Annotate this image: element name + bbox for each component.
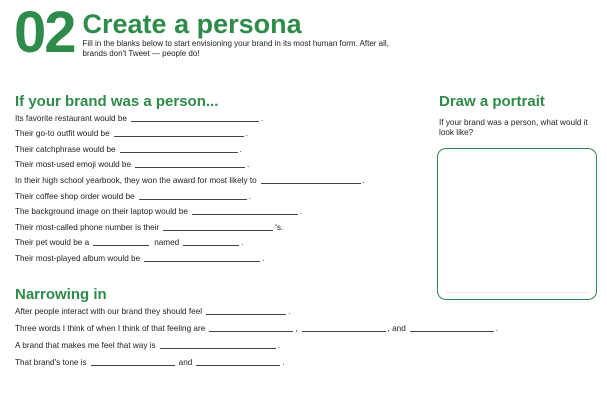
narrowing-heading: Narrowing in [15,286,107,303]
narrowing-questions [15,299,498,367]
question-sep: , and [387,324,406,333]
question-text: Their catchphrase would be [15,144,116,154]
question-end: . [495,324,499,333]
question-brand [15,333,498,350]
portrait-description: If your brand was a person, what would it look like? [439,118,588,137]
question-text: Three words I think of when I think of that feeling are [15,324,206,333]
question-restaurant [15,107,365,123]
blank-field[interactable] [135,166,245,168]
blank-field[interactable] [93,244,149,246]
question-text: Their coffee shop order would be [15,191,135,201]
blank-field[interactable] [261,182,361,184]
question-text: Their pet would be a [15,238,90,248]
question-end: . [299,207,303,217]
question-text: Their most-played album would be [15,253,141,263]
blank-field[interactable] [209,330,293,332]
question-coffee [15,185,365,201]
question-text: In their high school yearbook, they won the award for most likely to [15,175,257,185]
portrait-baseline [446,292,588,293]
blank-field[interactable] [410,330,494,332]
question-emoji [15,154,365,170]
blank-field[interactable] [196,364,280,366]
question-text: Their most-used emoji would be [15,160,132,170]
blank-field[interactable] [139,198,247,200]
blank-field[interactable] [120,151,238,153]
question-end: . [260,113,264,123]
blank-field[interactable] [91,364,175,366]
question-mid: named [154,238,180,248]
question-end: . [262,253,265,263]
question-end: 's. [275,222,284,232]
question-end: . [288,307,291,316]
question-text: After people interact with our brand they should feel [15,307,203,316]
portrait-heading: Draw a portrait [439,93,545,110]
blank-field[interactable] [302,330,386,332]
question-end: . [241,238,244,248]
person-questions [15,107,365,263]
blank-field[interactable] [192,213,298,215]
question-outfit [15,123,365,139]
question-end: . [247,160,250,170]
question-text: That brand's tone is [15,358,87,367]
question-text: Their go-to outfit would be [15,129,110,139]
section-number: 02 [14,0,75,65]
page-header [14,0,413,65]
portrait-drawing-area[interactable] [437,148,597,300]
question-end: . [248,191,251,201]
page-title: Create a persona [82,9,302,39]
question-mid: and [178,358,193,367]
person-heading: If your brand was a person... [15,93,219,110]
question-pet [15,232,365,248]
question-three-words [15,316,498,333]
blank-field[interactable] [114,135,244,137]
blank-field[interactable] [206,313,286,315]
intro-text: Fill in the blanks below to start envisioning your brand in its most human form. After all, brands don't Tweet — people do! [82,39,389,58]
question-album [15,247,365,263]
question-text: The background image on their laptop would be [15,207,188,217]
question-phone [15,216,365,232]
question-end: . [362,175,365,185]
blank-field[interactable] [163,229,273,231]
question-end: . [277,341,280,350]
blank-field[interactable] [160,347,276,349]
question-end: . [245,129,248,139]
question-sep: , [295,324,298,333]
question-tone [15,350,498,367]
question-text: Their most-called phone number is their [15,222,160,232]
title-block [83,10,413,59]
question-catchphrase [15,138,365,154]
question-laptop [15,201,365,217]
blank-field[interactable] [144,260,260,262]
question-end: . [239,144,242,154]
blank-field[interactable] [131,120,259,122]
blank-field[interactable] [183,244,239,246]
question-feel [15,299,498,316]
question-text: A brand that makes me feel that way is [15,341,156,350]
question-text: Its favorite restaurant would be [15,113,127,123]
question-yearbook [15,169,365,185]
question-end: . [282,358,285,367]
